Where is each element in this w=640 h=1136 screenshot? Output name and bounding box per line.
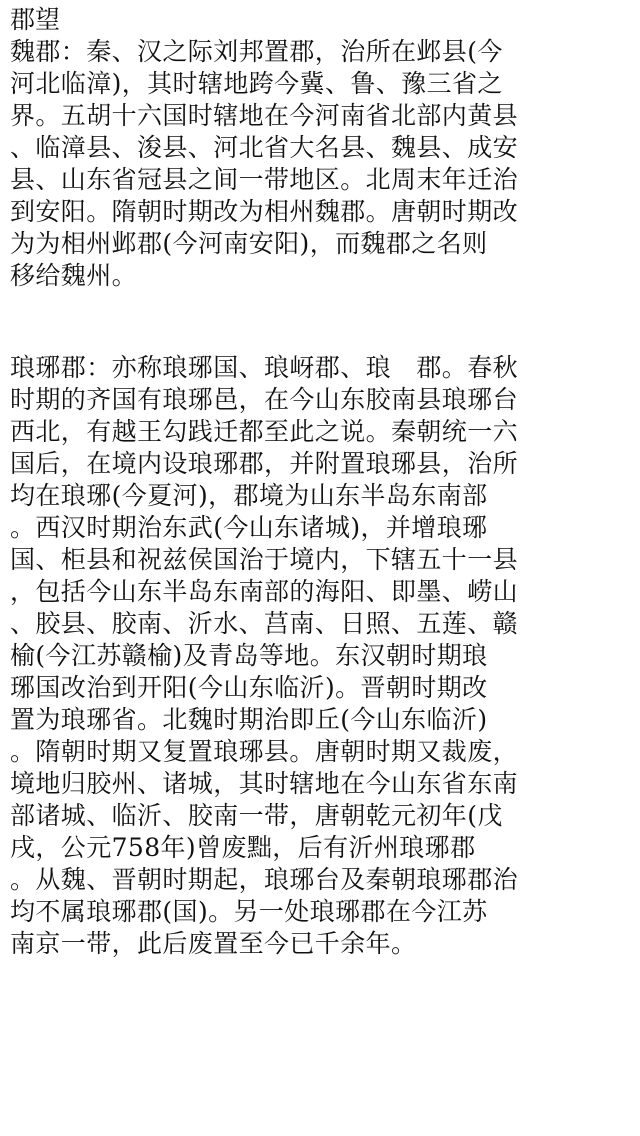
text-line: 均不属琅琊郡(国)。另一处琅琊郡在今江苏 (10, 897, 488, 926)
text-line: 到安阳。隋朝时期改为相州魏郡。唐朝时期改 (10, 197, 519, 226)
text-line: 。隋朝时期又复置琅琊县。唐朝时期又裁废， (10, 737, 519, 766)
text-line: 琅琊郡：亦称琅琊国、琅岈郡、琅 郡。春秋 (10, 353, 519, 382)
paragraph-langyajun (10, 352, 634, 960)
text-line: 琊国改治到开阳(今山东临沂)。晋朝时期改 (10, 673, 488, 702)
text-line: 。西汉时期治东武(今山东诸城)，并增琅琊 (10, 513, 488, 542)
text-line: 时期的齐国有琅琊邑，在今山东胶南县琅琊台 (10, 385, 519, 414)
text-line: 境地归胶州、诸城，其时辖地在今山东省东南 (10, 769, 519, 798)
text-line: 。从魏、晋朝时期起，琅琊台及秦朝琅琊郡治 (10, 865, 519, 894)
text-line: 魏郡：秦、汉之际刘邦置郡，治所在邺县(今 (10, 37, 503, 66)
text-line: 界。五胡十六国时辖地在今河南省北部内黄县 (10, 101, 519, 130)
document-page (10, 4, 634, 960)
text-line: 国后，在境内设琅琊郡，并附置琅琊县，治所 (10, 449, 519, 478)
text-line: 西北，有越王勾践迁都至此之说。秦朝统一六 (10, 417, 519, 446)
text-line: ，包括今山东半岛东南部的海阳、即墨、崂山 (10, 577, 519, 606)
text-line: 县、山东省冠县之间一带地区。北周末年迁治 (10, 165, 519, 194)
text-line: 榆(今江苏赣榆)及青岛等地。东汉朝时期琅 (10, 641, 488, 670)
paragraph-weijun (10, 36, 634, 292)
text-line: 为为相州邺郡(今河南安阳)，而魏郡之名则 (10, 229, 488, 258)
text-line: 置为琅琊省。北魏时期治即丘(今山东临沂) (10, 705, 488, 734)
text-line: 、临漳县、浚县、河北省大名县、魏县、成安 (10, 133, 519, 162)
paragraph-gap (10, 292, 634, 352)
text-line: 、胶县、胶南、沂水、莒南、日照、五莲、赣 (10, 609, 519, 638)
document-title: 郡望 (10, 5, 61, 34)
text-line: 移给魏州。 (10, 261, 138, 290)
text-line: 南京一带，此后废置至今已千余年。 (10, 929, 417, 958)
text-line: 国、柜县和祝兹侯国治于境内，下辖五十一县 (10, 545, 519, 574)
text-line: 均在琅琊(今夏河)，郡境为山东半岛东南部 (10, 481, 488, 510)
text-line: 戌，公元758年)曾废黜，后有沂州琅琊郡 (10, 833, 476, 862)
text-line: 河北临漳)，其时辖地跨今冀、鲁、豫三省之 (10, 69, 503, 98)
text-line: 部诸城、临沂、胶南一带，唐朝乾元初年(戊 (10, 801, 503, 830)
